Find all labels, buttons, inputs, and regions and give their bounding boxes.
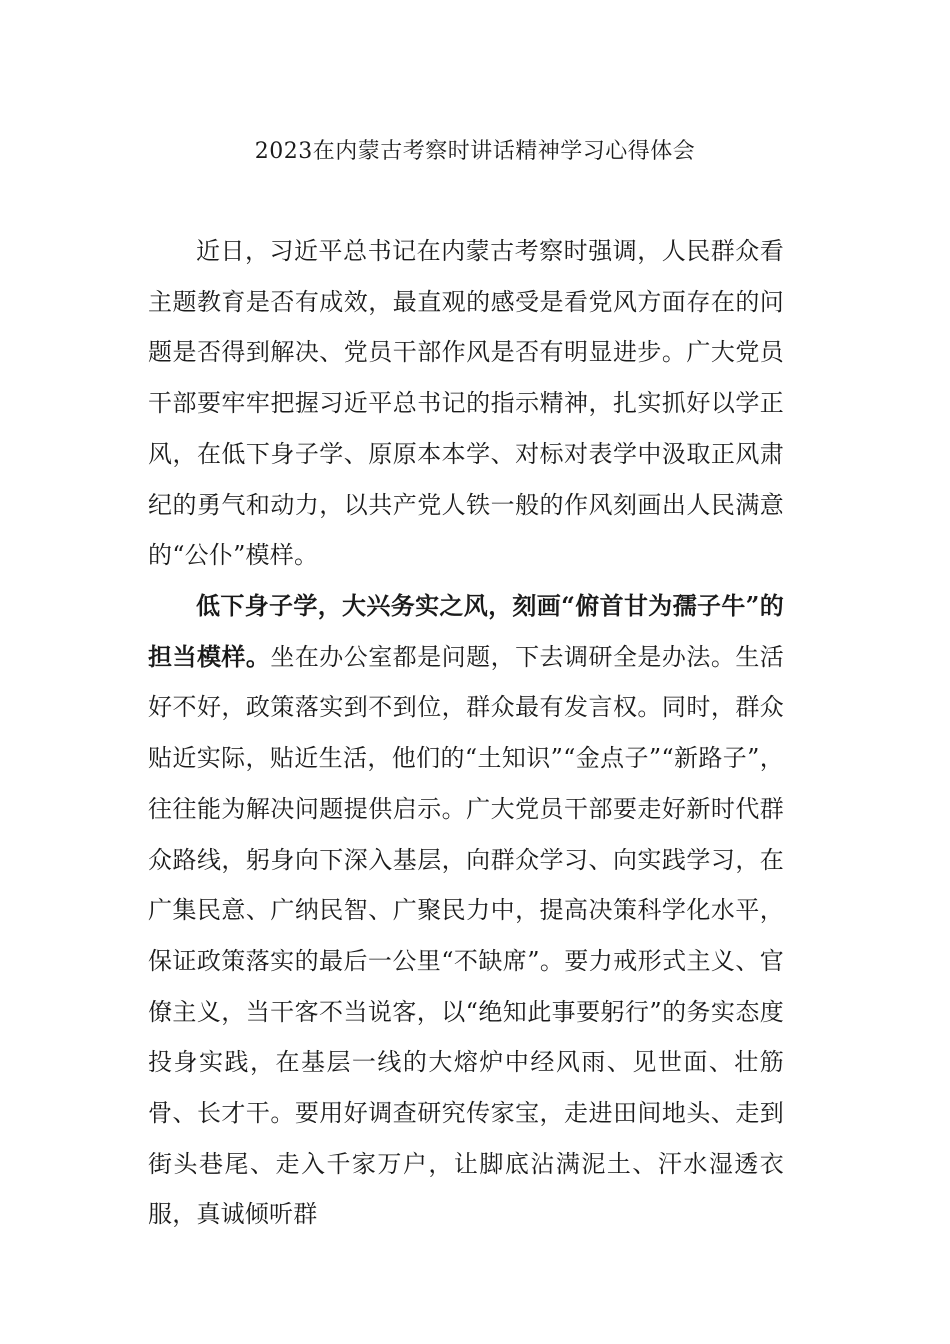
- paragraph-intro-text: 近日，习近平总书记在内蒙古考察时强调，人民群众看主题教育是否有成效，最直观的感受是看党风方面存在的问题是否得到解决、党员干部作风是否有明显进步。广大党员干部要牢牢把握习近平总书记的指示精神，扎实抓好以学正风，在低下身子学、原原本本学、对标对表学中汲取正风肃纪的勇气和动力，以共产党人铁一般的作风刻画出人民满意的“公仆”模样。: [148, 237, 784, 570]
- section-one-text: 坐在办公室都是问题，下去调研全是办法。生活好不好，政策落实到不到位，群众最有发言权。同时，群众贴近实际，贴近生活，他们的“土知识”“金点子”“新路子”，往往能为解决问题提供启示。广大党员干部要走好新时代群众路线，躬身向下深入基层，向群众学习、向实践学习，在广集民意、广纳民智、广聚民力中，提高决策科学化水平，保证政策落实的最后一公里“不缺席”。要力戒形式主义、官僚主义，当干客不当说客，以“绝知此事要躬行”的务实态度投身实践，在基层一线的大熔炉中经风雨、见世面、壮筋骨、长才干。要用好调查研究传家宝，走进田间地头、走到街头巷尾、走入千家万户，让脚底沾满泥土、汗水湿透衣服，真诚倾听群: [148, 642, 784, 1229]
- paragraph-intro: [148, 226, 784, 581]
- paragraph-section-one: [148, 581, 784, 1240]
- document-title: 2023在内蒙古考察时讲话精神学习心得体会: [254, 139, 696, 164]
- section-one-heading: 低下身子学，大兴务实之风，刻画“俯首甘为孺子牛”的担当模样。: [148, 591, 784, 671]
